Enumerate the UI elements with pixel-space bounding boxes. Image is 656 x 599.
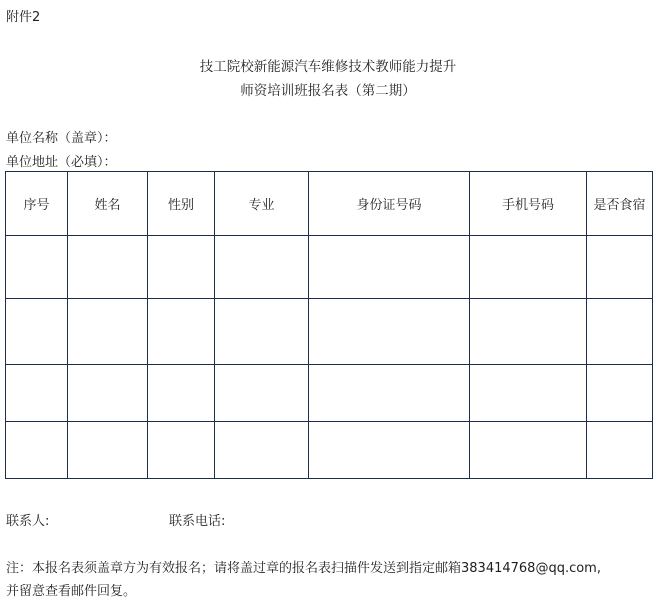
table-cell[interactable] xyxy=(68,422,148,479)
table-cell[interactable] xyxy=(148,236,215,299)
table-cell[interactable] xyxy=(6,299,68,365)
column-header-serial: 序号 xyxy=(6,172,68,236)
table-cell[interactable] xyxy=(470,299,587,365)
note-line1: 注：本报名表须盖章方为有效报名；请将盖过章的报名表扫描件发送到指定邮箱383414768@qq.com, xyxy=(6,561,601,576)
table-cell[interactable] xyxy=(148,422,215,479)
table-row xyxy=(6,422,653,479)
table-cell[interactable] xyxy=(215,299,309,365)
contact-person-label: 联系人: xyxy=(6,514,50,529)
unit-name-label: 单位名称（盖章）： xyxy=(6,131,117,146)
contact-phone-label: 联系电话: xyxy=(169,514,226,529)
column-header-major: 专业 xyxy=(215,172,309,236)
table-cell[interactable] xyxy=(587,422,653,479)
table-cell[interactable] xyxy=(148,299,215,365)
table-cell[interactable] xyxy=(309,365,470,422)
table-cell[interactable] xyxy=(6,422,68,479)
table-cell[interactable] xyxy=(309,299,470,365)
table-cell[interactable] xyxy=(68,236,148,299)
table-cell[interactable] xyxy=(470,365,587,422)
column-header-gender: 性别 xyxy=(148,172,215,236)
note-line2: 并留意查看邮件回复。 xyxy=(6,584,137,599)
registration-table xyxy=(5,171,653,479)
table-cell[interactable] xyxy=(470,236,587,299)
table-cell[interactable] xyxy=(6,236,68,299)
column-header-accommodation: 是否食宿 xyxy=(587,172,653,236)
table-row xyxy=(6,236,653,299)
table-cell[interactable] xyxy=(587,365,653,422)
form-title-line1: 技工院校新能源汽车维修技术教师能力提升 xyxy=(199,59,457,75)
table-cell[interactable] xyxy=(215,422,309,479)
table-cell[interactable] xyxy=(587,236,653,299)
unit-address-label: 单位地址（必填）： xyxy=(6,155,117,170)
table-cell[interactable] xyxy=(68,299,148,365)
table-row xyxy=(6,365,653,422)
table-cell[interactable] xyxy=(470,422,587,479)
form-title-line2: 师资培训班报名表（第二期） xyxy=(240,83,416,99)
table-cell[interactable] xyxy=(148,365,215,422)
table-header-row xyxy=(6,172,653,236)
column-header-phone: 手机号码 xyxy=(470,172,587,236)
table-row xyxy=(6,299,653,365)
table-cell[interactable] xyxy=(309,236,470,299)
column-header-id-number: 身份证号码 xyxy=(309,172,470,236)
column-header-name: 姓名 xyxy=(68,172,148,236)
table-cell[interactable] xyxy=(309,422,470,479)
table-cell[interactable] xyxy=(215,365,309,422)
table-cell[interactable] xyxy=(215,236,309,299)
table-cell[interactable] xyxy=(68,365,148,422)
table-cell[interactable] xyxy=(587,299,653,365)
attachment-label: 附件2 xyxy=(6,10,41,25)
table-cell[interactable] xyxy=(6,365,68,422)
